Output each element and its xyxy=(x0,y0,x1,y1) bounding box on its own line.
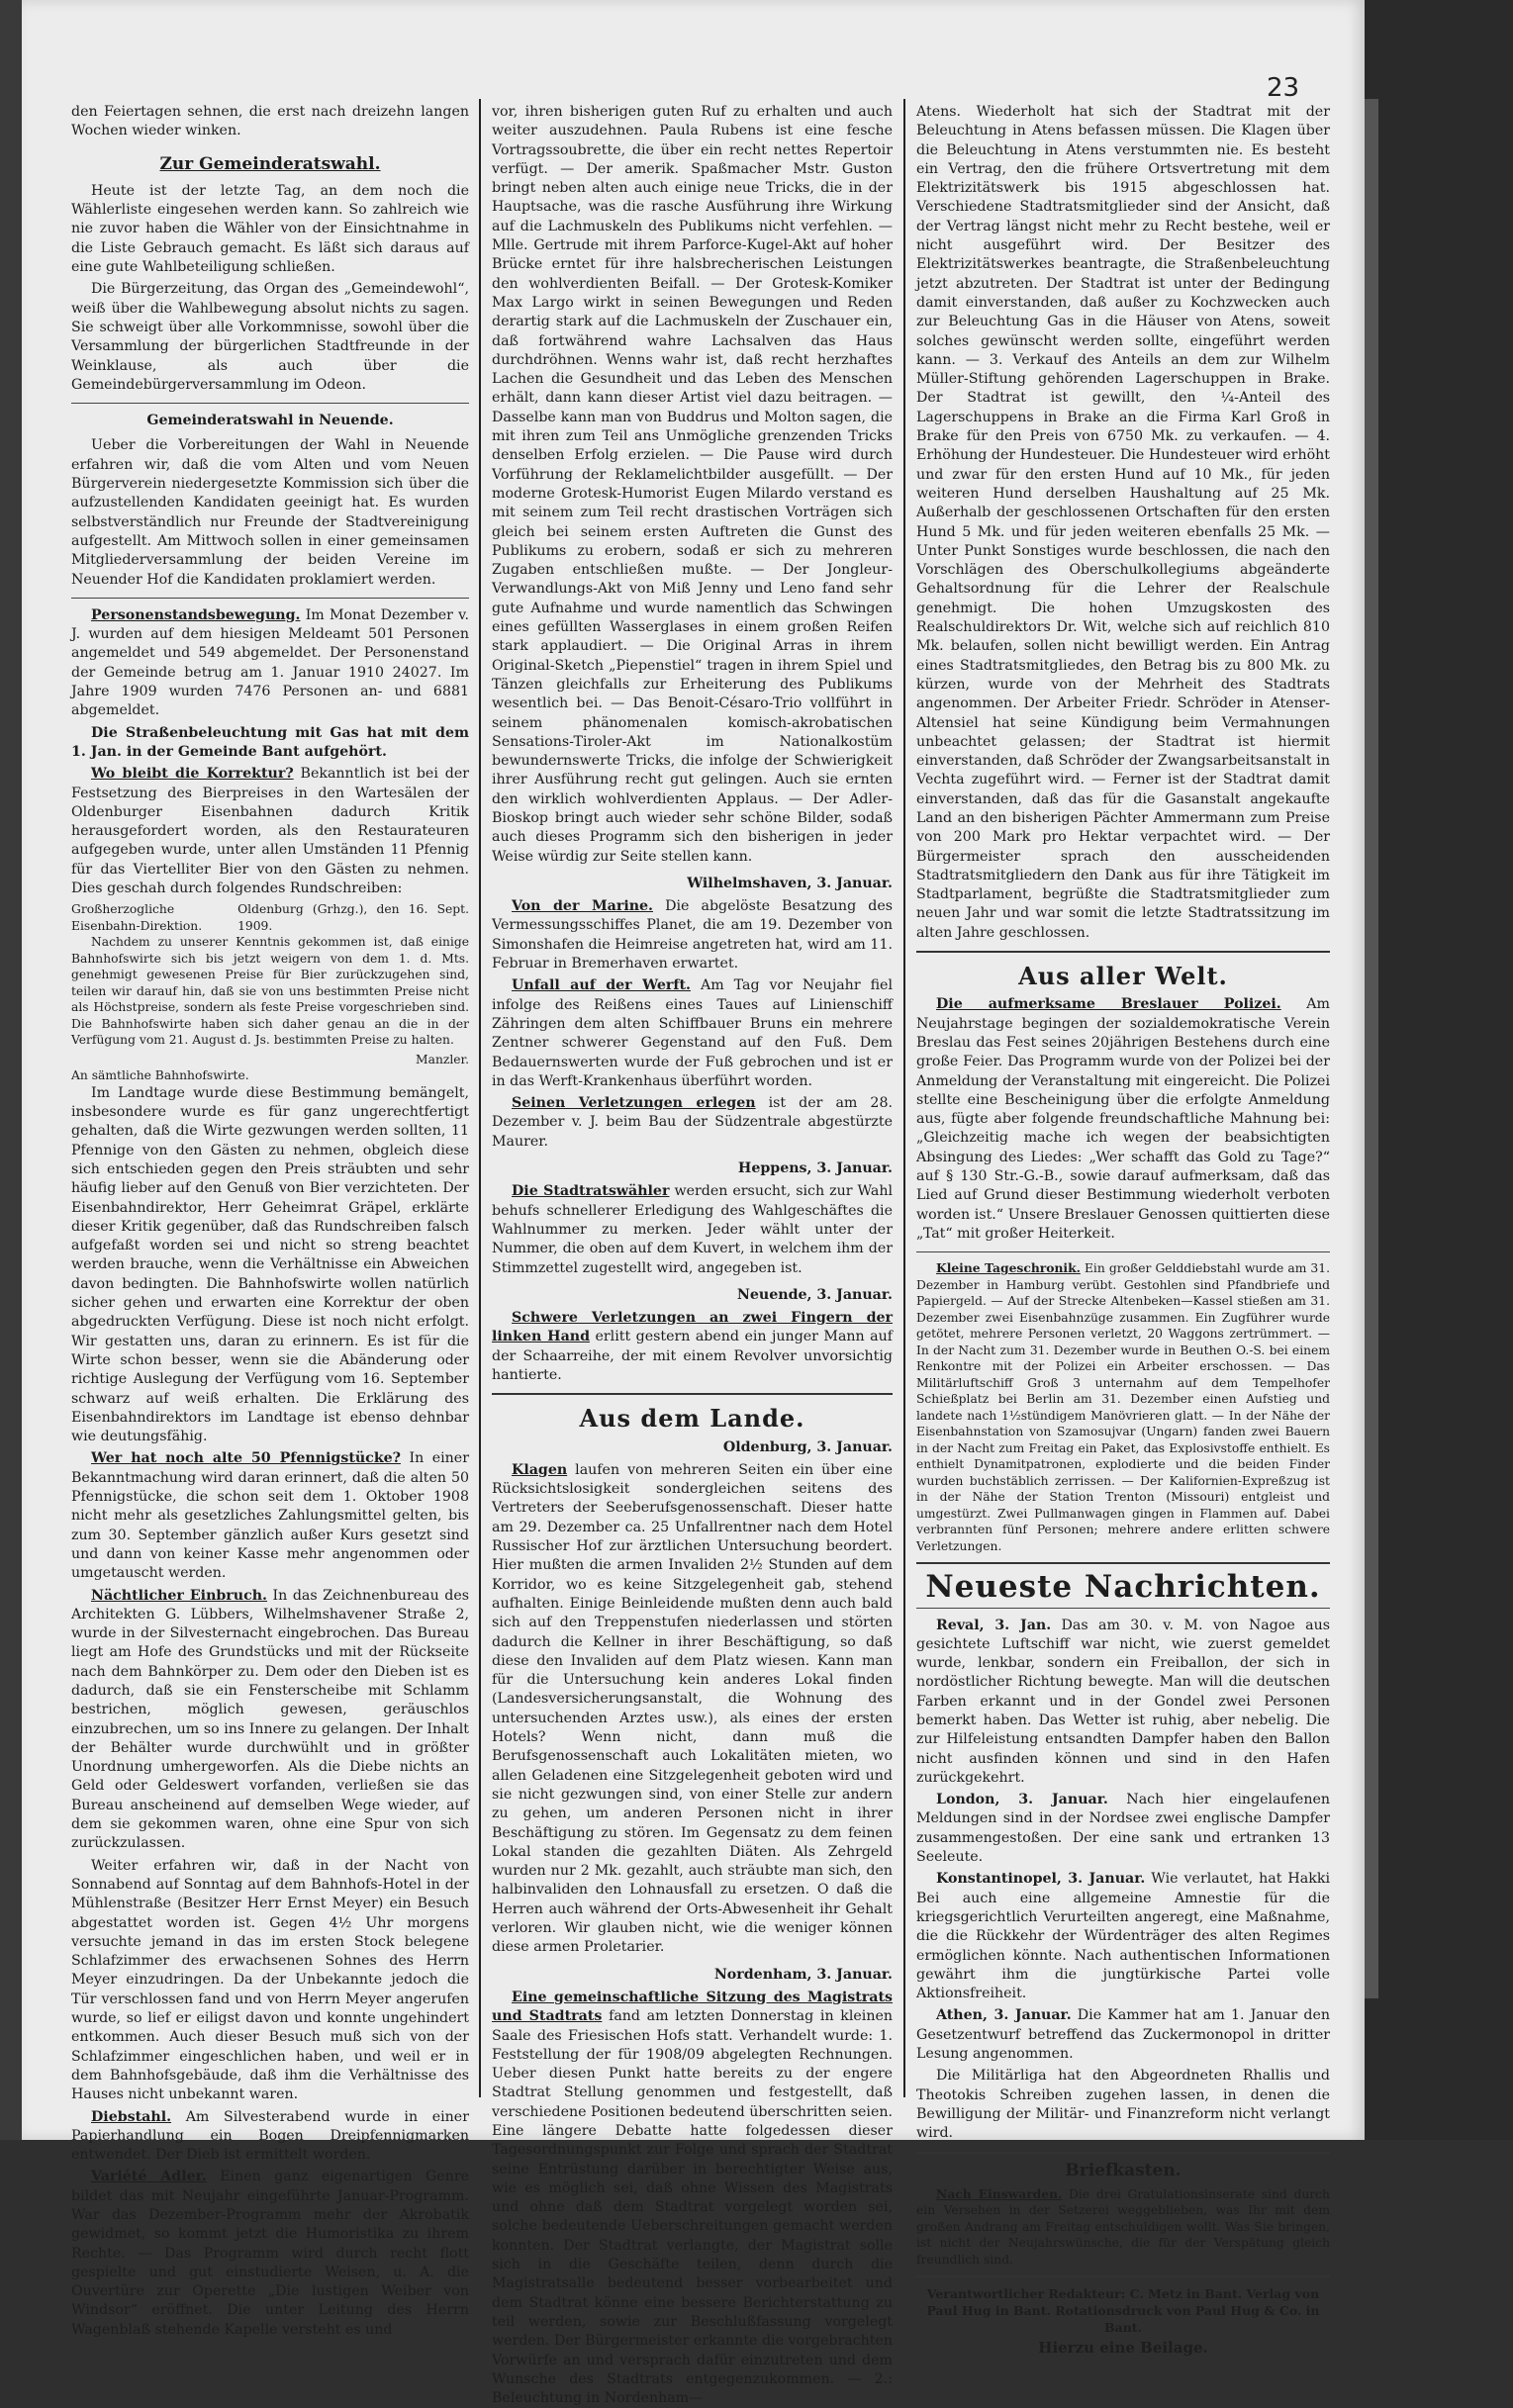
letter-block xyxy=(71,901,469,1084)
section-divider xyxy=(916,1562,1330,1564)
column-rule-2 xyxy=(903,99,905,2097)
dateline-neuende: Neuende, 3. Januar. xyxy=(736,1286,893,1303)
heading-sitzung: Eine gemeinschaftliche Sitzung des Magistrats und Stadtrats xyxy=(492,1989,893,2025)
scan-left-edge xyxy=(0,0,22,2140)
heading-korrektur: Wo bleibt die Korrektur? xyxy=(91,766,294,783)
divider xyxy=(71,403,469,404)
gemeinderatswahl-paragraph-1: Heute ist der letzte Tag, an dem noch die Wählerliste eingesehen werden kann. So zahlreich wie nie zuvor haben die Wähler von der Einsichtnahme in die Liste Gebrauch gemacht. Es läßt sich daraus auf eine gute Wahlbeteiligung schließen. xyxy=(71,182,469,276)
scan-binding-strip xyxy=(1365,99,1378,1998)
divider xyxy=(71,598,469,599)
sitzung-text: fand am letzten Donnerstag in kleinen Saale des Friesischen Hofs statt. Verhandelt wurde: 1. Feststellung der für 1908/09 abgelegten Rechnungen. Ueber diesen Punkt hatte bereits zu der engere Stadtrat Stellung genommen und festgestellt, daß verschiedene Positionen bedeutend überschritten seien. Eine längere Debatte hatte folgedessen dieser Tagesordnungspunkt zur Folge und sprach der Stadtrat seine Entrüstung darüber in berechtigter Weise aus, wie es möglich sei, daß ohne Wissen des Magistrats und ohne daß dem Stadtrat vorgelegt worden sei, solche bedeutende Ueberschreitungen gemacht werden konnten. Der Stadtrat verlangte, der Magistrat solle sich in die Geschäfte teilen, denn durch die Magistratsalle bedeutend besser vorbearbeitet und dem Stadtrat könne eine bessere Berichterstattung zu teil werden, sowie zur Beschlußfassung vorgelegt werden. Der Bürgermeister erkannte die vorgebrachten Vorwürfe an und versprach dafür einzutreten und dem Wunsche des Stadtrats entgegenzukommen. — 2.: Beleuchtung in Nordenham— xyxy=(492,2008,894,2407)
column-1 xyxy=(71,103,470,2338)
heading-diebstahl: Diebstahl. xyxy=(91,2108,172,2125)
dateline-nordenham: Nordenham, 3. Januar. xyxy=(713,1966,893,1983)
dateline-oldenburg: Oldenburg, 3. Januar. xyxy=(722,1438,893,1455)
kleine-tageschronik-text: Ein großer Gelddiebstahl wurde am 31. Dezember in Hamburg verübt. Gestohlen sind Pfandbriefe und Papiergeld. — Auf der Strecke Altenbeken—Kassel stießen am 31. Dezember zwei Eisenbahnzüge zusammen. Ein Zugführer wurde getötet, mehrere Personen verletzt, 20 Waggons zertrümmert. — In der Nacht zum 31. Dezember wurde in Beuthen O.-S. bei einem Renkontre mit der Polizei ein Arbeiter erschossen. — Das Militärluftschiff Groß 3 unternahm auf dem Tempelhofer Schießplatz bei Berlin am 31. Dezember einen Aufstieg und landete nach 1½stündigem Manövrieren glatt. — In der Nähe der Eisenbahnstation von Szamosujvar (Ungarn) fanden zwei Bauern in der Nacht zum Freitag ein Paket, das Explosivstoffe enthielt. Es enthielt Dynamitpatronen, explodierte und die beiden Finder wurden buchstäblich zerrissen. — Der Kalifornien-Expreßzug ist in der Nähe der Station Trenton (Missouri) entgleist und umgestürzt. Zwei Pullmanwagen gingen in Flammen auf. Dabei verbrannten fünf Personen; mehrere andere erlitten schwere Verletzungen. xyxy=(916,1261,1330,1553)
heading-breslauer-polizei: Die aufmerksame Breslauer Polizei. xyxy=(936,996,1281,1013)
newspaper-page xyxy=(22,0,1365,2407)
column-rule-1 xyxy=(479,99,481,2097)
korrektur-text: Bekanntlich ist bei der Festsetzung des Bierpreises in den Wartesälen der Oldenburger Eisenbahnen dadurch Kritik herausgefordert worden, als den Restaurateuren aufgegeben wurde, unter allen Umständen 11 Pfennig für das Viertelliter Bier von den Gästen zu nehmen. Dies geschah durch folgendes Rundschreiben: xyxy=(71,766,469,896)
werft-text: Am Tag vor Neujahr fiel infolge des Reißens eines Taues auf Linienschiff Zähringen dem alten Schiffbauer Bruns ein mehrere Zentner schwerer Gegenstand auf den Fuß. Dem Bedauernswerten wurde der Fuß gebrochen und ist er in das Werft-Krankenhaus überführt worden. xyxy=(492,977,893,1089)
athen-text-2: Die Militärliga hat den Abgeordneten Rhallis und Theotokis Schreiben zugehen lassen, in denen die Bewilligung der Militär- und Finanzreform nicht verlangt wird. xyxy=(916,2068,1330,2142)
heading-verletzungen: Seinen Verletzungen erlegen xyxy=(512,1095,756,1112)
briefkasten-text: Die drei Gratulationsinserate sind durch ein Versehen in der Setzerei weggeblieben, was Ihr mit dem großen Andrang am Freitag entschuldigen wollt. Was Sie bringen, ist nicht der Neujahrswünsche, die für der Verspätung gleich freundlich sind. xyxy=(916,2186,1330,2267)
diebstahl-text: Am Silvesterabend wurde in einer Papierhandlung ein Bogen Dreipfennigmarken entwendet. Der Dieb ist ermittelt worden. xyxy=(71,2108,469,2164)
letter-date: Oldenburg (Grhzg.), den 16. Sept. 1909. xyxy=(237,902,469,933)
heading-50-pfennig: Wer hat noch alte 50 Pfennigstücke? xyxy=(91,1450,401,1467)
einbruch-text: In das Zeichnenbureau des Architekten G. Lübbers, Wilhelmshavener Straße 2, wurde in der Silvesternacht eingebrochen. Das Bureau liegt am Hofe des Grundstücks und mit der Rückseite nach dem Bahnkörper zu. Dem oder den Dieben ist es dadurch, daß sie ein Fensterscheibe mit Schlamm bestrichen, möglich gewesen, geräuschlos einzubrechen, um so ins Innere zu gelangen. Der Inhalt der Behälter wurde durchwühlt und in größter Unordnung umhergeworfen. Als die Diebe nichts an Geld oder Geldeswert vorfanden, verließen sie das Bureau anscheinend auf demselben Wege wieder, auf dem sie gekommen waren, ohne eine Spur von sich zurückzulassen. xyxy=(71,1587,470,1852)
dateline-konstantinopel: Konstantinopel, 3. Januar. xyxy=(936,1871,1146,1888)
page-number: 23 xyxy=(1267,73,1300,103)
variete-text: Einen ganz eigenartigen Genre bildet das mit Neujahr eingeführte Januar-Programm. War das Dezember-Programm mehr der Akrobatik gewidmet, so kommt jetzt die Humoristika zu ihrem Rechte. — Das Programm wird durch recht flott gespielte und gut einstudierte Weisen, u. A. die Ouvertüre zur Operette „Die lustigen Weiber von Windsor“ eröffnet. Die unter Leitung des Herrn Wagenblaß stehende Kapelle versteht es und xyxy=(71,2169,469,2338)
section-divider xyxy=(492,1393,893,1395)
dateline-heppens: Heppens, 3. Januar. xyxy=(737,1160,893,1177)
variete-continued: vor, ihren bisherigen guten Ruf zu erhalten und auch weiter auszudehnen. Paula Rubens ist eine fesche Vortragssoubrette, die über ein recht nettes Repertoir verfügt. — Der amerik. Spaßmacher Mstr. Guston bringt neben alten auch einige neue Tricks, die in der Hauptsache, was die rasche Ausführung ihre Wirkung auf die Lachmuskeln des Publikums nicht verfehlen. — Mlle. Gertrude mit ihrem Parforce-Kugel-Akt auf hoher Brücke erntet für ihre halsbrecherischen Leistungen den wohlverdienten Beifall. — Der Grotesk-Komiker Max Largo wirkt in seinen Bewegungen und Reden derartig stark auf die Lachmuskeln der Zuschauer ein, daß fortwährend wahre Lachsalven das Haus durchdröhnen. Wenns wahr ist, daß recht herzhaftes Lachen die Gesundheit und das Leben des Menschen erhält, dann kann dieser Artist viel dazu beitragen. — Dasselbe kann man von Buddrus und Molton sagen, die mit ihren zum Teil ans Unmögliche grenzenden Tricks denselben Erfolg erzielen. — Die Pause wird durch Vorführung der Reklamelichtbilder ausgefüllt. — Der moderne Grotesk-Humorist Eugen Milardo verstand es mit seinem zum Teil recht drastischen Vorträgen sich gleich bei seinem ersten Auftreten die Gunst des Publikums zu erobern, sodaß er sich zu mehreren Zugaben entschließen mußte. — Der Jongleur-Verwandlungs-Akt von Miß Jenny und Leno fand sehr gute Aufnahme und wurde namentlich das Schwingen eines gefüllten Wasserglases in einem großen Reifen stark applaudiert. — Die Original Arras in ihrem Original-Sketch „Piepenstiel“ tragen in ihrem Spiel und Tänzen gleichfalls zur Erheiterung des Publikums wesentlich bei. — Das Benoit-Césaro-Trio vollführt in seinem phänomenalen komisch-akrobatischen Sensations-Tiroler-Akt im Nationalkostüm bewundernswerte Tricks, die infolge der Schwierigkeit ihrer Ausführung recht gut gelingen. Auch sie ernten den wirklich wohlverdienten Applaus. — Der Adler-Bioskop bringt auch wieder sehr schöne Bilder, sodaß auch dieses Programm sich den bisherigen in jeder Weise würdig zur Seite stellen kann. xyxy=(492,104,893,865)
stadtratswaehler-text: werden ersucht, sich zur Wahl behufs schnellerer Erledigung des Wahlgeschäftes die Wahlnummer zu merken. Jeder wählt unter der Nummer, die oben auf dem Kuvert, in welchem ihm der Stimmzettel zugestellt wird, angegeben ist. xyxy=(492,1183,893,1276)
reval-text: Das am 30. v. M. von Nagoe aus gesichtete Luftschiff war nicht, wie zuerst gemeldet wurde, lenkbar, sondern ein Freiballon, der sich in nordöstlicher Richtung bewegte. Man will die deutschen Farben erkannt und in der Gondel zwei Personen bemerkt haben. Das Wetter ist ruhig, aber nebelig. Die zur Hilfeleistung entsandten Dampfer haben den Ballon nicht ausfinden können und sind in den Hafen zurückgekehrt. xyxy=(916,1617,1331,1786)
marine-text: Die abgelöste Besatzung des Vermessungsschiffes Planet, die am 19. Dezember von Simonshafen die Heimreise angetreten hat, wird am 11. Februar in Bremerhaven erwartet. xyxy=(492,898,894,972)
dateline-wilhelmshaven: Wilhelmshaven, 3. Januar. xyxy=(687,875,893,891)
heading-kleine-tageschronik: Kleine Tageschronik. xyxy=(936,1260,1081,1276)
heading-briefkasten: Briefkasten. xyxy=(1065,2160,1182,2180)
athen-text: Die Kammer hat am 1. Januar den Gesetzentwurf betreffend das Zuckermonopol in dritter Lesung angenommen. xyxy=(916,2007,1331,2063)
verletzungen-text: ist der am 28. Dezember v. J. beim Bau der Südzentrale abgestürzte Maurer. xyxy=(492,1095,893,1150)
imprint: Verantwortlicher Redakteur: C. Metz in Bant. Verlag von Paul Hug in Bant. Rotationsdruck von Paul Hug & Co. in Bant. xyxy=(926,2286,1320,2336)
dateline-london: London, 3. Januar. xyxy=(936,1792,1108,1808)
dateline-athen: Athen, 3. Januar. xyxy=(936,2007,1072,2024)
column-3 xyxy=(916,103,1331,2358)
heading-neueste-nachrichten: Neueste Nachrichten. xyxy=(925,1569,1321,1606)
schwere-verletzungen-text: erlitt gestern abend ein junger Mann auf der Schaarreihe, der mit einem Revolver unvorsichtig hantierte. xyxy=(492,1329,893,1383)
50-pfennig-text: In einer Bekanntmachung wird daran erinnert, daß die alten 50 Pfennigstücke, die schon seit dem 1. Oktober 1908 nicht mehr als gesetzliches Zahlungsmittel gelten, bis zum 30. September gänzlich außer Kurs gesetzt sind und dann von keiner Kasse mehr angenommen oder umgetauscht werden. xyxy=(71,1450,469,1582)
heading-stadtratswaehler: Die Stadtratswähler xyxy=(512,1183,670,1200)
letter-address: Großherzogliche Eisenbahn-Direktion. xyxy=(71,902,203,933)
sitzung-continued: Atens. Wiederholt hat sich der Stadtrat mit der Beleuchtung in Atens befassen müssen. Die Klagen über die Beleuchtung in Atens verstummten nie. Es besteht ein Vertrag, den die frühere Ortsvertretung mit dem Elektrizitätswerk bis 1915 abgeschlossen hat. Verschiedene Stadtratsmitglieder sind der Ansicht, daß der Vertrag längst nicht mehr zu Recht bestehe, weil er nicht ausgeführt wird. Der Besitzer des Elektrizitätswerkes beantragte, die Straßenbeleuchtung jetzt abzutreten. Der Stadtrat ist unter der Bedingung damit einverstanden, daß außer zu Kochzwecken auch zur Beleuchtung Gas in die Häuser von Atens, soweit solches gewünscht werden sollte, eingeführt werden kann. — 3. Verkauf des Anteils an dem zur Wilhelm Müller-Stiftung gehörenden Lagerschuppen in Brake. Der Stadtrat ist gewillt, den ¼-Anteil des Lagerschuppens in Brake an die Firma Karl Groß in Brake für den Preis von 6750 Mk. zu verkaufen. — 4. Erhöhung der Hundesteuer. Die Hundesteuer wird erhöht und zwar für den ersten Hund auf 10 Mk., für jeden weiteren Hund derselben Haushaltung auf 25 Mk. Außerhalb der geschlossenen Ortschaften für den ersten Hund 5 Mk. und für jeden weiteren ebenfalls 25 Mk. — Unter Punkt Sonstiges wurde beschlossen, die nach den Vorschlägen des Oberschulkollegiums abgeänderte Gehaltsordnung für die Lehrer der Realschule genehmigt. Die hohen Umzugskosten des Realschuldirektors Dr. Wit, welche sich auf reichlich 810 Mk. belaufen, sollen nicht bewilligt werden. Ein Antrag eines Stadtratsmitgliedes, den Betrag bis zu 800 Mk. zu kürzen, wurde von der Mehrheit des Stadtrats angenommen. Der Arbeiter Friedr. Schröder in Atenser-Altensiel hat seine Kündigung beim Vermahnungen unbeachtet gelassen; der Stadtrat ist hiermit einverstanden, daß Schröder der Zwangsarbeitsanstalt in Vechta zugeführt wird. — Ferner ist der Stadtrat damit einverstanden, daß das für die Gasanstalt angekaufte Land an den bisherigen Pächter Ammermann zum Preise von 200 Mark pro Hektar verpachtet wird. — Der Bürgermeister sprach den ausscheidenden Stadtratsmitgliedern den Dank aus für ihre Tätigkeit im Stadtparlament, begrüßte die Stadtratsmitglieder zum neuen Jahr und war somit die letzte Stadtratssitzung im alten Jahre geschlossen. xyxy=(916,104,1330,941)
supplement-note: Hierzu eine Beilage. xyxy=(1038,2339,1208,2358)
breslauer-polizei-text: Am Neujahrstage begingen der sozialdemokratische Verein Breslau das Fest seines 20jährigen Bestehens durch eine große Feier. Das Programm wurde von der Polizei bei der Anmeldung der Veranstaltung mit eingereicht. Die Polizei stellte eine Bescheinigung über die erfolgte Anmeldung aus, fügte aber folgende freundschaftliche Mahnung bei: „Gleichzeitig mache ich wegen der beabsichtigten Absingung des Liedes: „Wer schafft das Gold zu Tage?“ auf § 130 Str.-G.-B., sowie darauf aufmerksam, daß das Lied auf Grund dieser Bestimmung wiederholt verboten worden ist.“ Unsere Breslauer Genossen quittierten diese „Tat“ mit großer Heiterkeit. xyxy=(916,996,1330,1242)
heading-variete-adler: Variété Adler. xyxy=(91,2169,207,2185)
letter-body: Nachdem zu unserer Kenntnis gekommen ist, daß einige Bahnhofswirte sich bis jetzt weigern von dem 1. d. Mts. genehmigt gewesenen Preise für Bier zurückzugehen sind, teilen wir darauf hin, daß sie von uns bestimmten Preise nicht als Höchstpreise, sondern als feste Preise vorgeschrieben sind. Die Bahnhofswirte haben sich daher genau an die in der Verfügung vom 21. August d. Js. bestimmten Preise zu halten. xyxy=(71,935,469,1048)
divider xyxy=(916,1251,1330,1252)
briefkasten-label: Nach Einswarden. xyxy=(936,2185,1063,2201)
heading-werft: Unfall auf der Werft. xyxy=(512,977,691,994)
einbruch-text-2: Weiter erfahren wir, daß in der Nacht von Sonnabend auf Sonntag auf dem Bahnhofs-Hotel in der Mühlenstraße (Besitzer Herr Ernst Meyer) ein Besuch abgestattet worden ist. Gegen 4½ Uhr morgens versuchte jemand in das im ersten Stock belegene Schlafzimmer des erwachsenen Sohnes des Herrn Meyer einzudringen. Da der Unbekannte jedoch die Tür verschlossen fand und von Herrn Meyer angerufen wurde, so lief er eiligst davon und konnte ungehindert entkommen. Auch dieser Besuch muß sich von der Schlafzimmer eingeschlichen haben, und weil er in dem Bahnhofsgebäude, daß ihm die Verhältnisse des Hauses nicht unbekannt waren. xyxy=(71,1857,469,2103)
landtag-paragraph: Im Landtage wurde diese Bestimmung bemängelt, insbesondere wurde es für ganz ungerechtfertigt gehalten, daß die Wirte gezwungen werden sollten, 11 Pfennige von den Gästen zu nehmen, obgleich diese sich entschieden gegen den Preis sträubten und sehr häufig lieber auf den Genuß von Bier verzichteten. Der Eisenbahndirektor, Herr Geheimrat Gräpel, erklärte dieser Kritik gegenüber, daß das Rundschreiben falsch aufgefaßt worden sei und nicht so streng beachtet werden brauche, wenn die Verhältnisse ein Abweichen davon bedingten. Die Bahnhofswirte wollen natürlich sicher gehen und erwarten eine Korrektur der oben abgedruckten Verfügung. Diese ist noch nicht erfolgt. Wir gestatten uns, daran zu erinnern. Es ist für die Wirte schon besser, wenn sie die Abänderung oder richtige Auslegung der Verfügung vom 16. September schwarz auf weiß erhalten. Die Erklärung des Eisenbahndirektors im Landtage ist ebenso dehnbar wie deutungsfähig. xyxy=(71,1084,469,1445)
heading-personenstand: Personenstandsbewegung. xyxy=(91,606,301,623)
letter-signature: Manzler. xyxy=(416,1052,469,1066)
heading-aus-aller-welt: Aus aller Welt. xyxy=(1018,962,1228,991)
klagen-text: laufen von mehreren Seiten ein über eine Rücksichtslosigkeit sondergleichen seitens des Vertreters der Seeberufsgenossenschaft. Dieser hatte am 29. Dezember ca. 25 Unfallrentner nach dem Hotel Russischer Hof zur ärztlichen Untersuchung beordert. Hier mußten die armen Invaliden 2½ Stunden auf dem Korridor, wo es keine Sitzgelegenheit gab, stehend aufhalten. Einige Beinleidende mußten denn auch bald sich auf den Treppenstufen niederlassen und störten dadurch die Kellner in ihrer Beschäftigung, so daß diese den Invaliden auf dem Platz wiesen. Kann man für die Untersuchung kein anderes Lokal finden (Landesversicherungsanstalt, die Wohnung des untersuchenden Arztes usw.), als eines der ersten Hotels? Wenn nicht, dann muß die Berufsgenossenschaft auch Lokalitäten mieten, wo allen Geladenen eine Sitzgelegenheit geboten wird und sie nicht gezwungen sind, von einer Stelle zur andern zu gehen, um anderen Personen nicht in ihrer Beschäftigung zu stören. Im Gegensatz zu dem feinen Lokal standen die gezahlten Diäten. Als Zehrgeld wurden nur 2 Mk. gezahlt, auch sträubte man sich, den halbinvaliden den Lohnausfall zu ersetzen. O daß die Herren auch während der Orts-Abwesenheit ihr Gehalt verloren. Wir glauben nicht, wie die weniger können diese armen Proletarier. xyxy=(492,1461,893,1956)
personenstand-text: Im Monat Dezember v. J. wurden auf dem hiesigen Meldeamt 501 Personen angemeldet und 549 abgemeldet. Der Personenstand der Gemeinde betrug am 1. Januar 1910 24027. Im Jahre 1909 wurden 7476 Personen an- und 6881 abgemeldet. xyxy=(71,606,469,719)
section-divider xyxy=(916,951,1330,953)
letter-recipient: An sämtliche Bahnhofswirte. xyxy=(71,1068,249,1083)
column-2 xyxy=(492,103,894,2407)
section-divider xyxy=(916,2275,1330,2277)
scan-right-edge xyxy=(1365,0,1513,2140)
heading-einbruch: Nächtlicher Einbruch. xyxy=(91,1587,267,1604)
dateline-reval: Reval, 3. Jan. xyxy=(936,1617,1052,1633)
section-divider xyxy=(916,2152,1330,2154)
heading-schwere-verletzungen: Schwere Verletzungen an zwei Fingern der linken Hand xyxy=(492,1310,893,1345)
heading-aus-dem-lande: Aus dem Lande. xyxy=(579,1404,805,1434)
gemeinderatswahl-paragraph-2: Die Bürgerzeitung, das Organ des „Gemeindewohl“, weiß über die Wahlbewegung absolut nichts zu sagen. Sie schweigt über alle Vorkommnisse, sowohl über die Versammlung der bürgerlichen Stadtfreunde in der Weinklause, als auch über die Gemeindebürgerversammlung im Odeon. xyxy=(71,281,469,393)
heading-klagen: Klagen xyxy=(512,1461,568,1478)
divider xyxy=(916,1608,1330,1609)
neuende-paragraph: Ueber die Vorbereitungen der Wahl in Neuende erfahren wir, daß die vom Alten und vom Neuen Bürgerverein niedergesetzte Kommission sich über die aufzustellenden Kandidaten geeinigt hat. Es wurden selbstverständlich nur Freunde der Stadtvereinigung aufgestellt. Am Mittwoch sollen in einer gemeinsamen Mitgliederversammlung der beiden Vereine im Neuender Hof die Kandidaten proklamiert werden. xyxy=(71,437,469,588)
heading-gemeinderatswahl: Zur Gemeinderatswahl. xyxy=(159,153,381,174)
intro-text: den Feiertagen sehnen, die erst nach dreizehn langen Wochen wieder winken. xyxy=(71,104,469,139)
heading-neuende: Gemeinderatswahl in Neuende. xyxy=(146,413,394,429)
konstantinopel-text: Wie verlautet, hat Hakki Bei auch eine allgemeine Amnestie für die kriegsgerichtlich Verurteilten angeregt, eine Maßnahme, die die Rückkehr der Würdenträger des alten Regimes ermöglichen könnte. Nach authentischen Informationen gewährt ihm die jungtürkische Partei volle Aktionsfreiheit. xyxy=(916,1871,1330,2002)
strassenbeleuchtung-text: Die Straßenbeleuchtung mit Gas hat mit dem 1. Jan. in der Gemeinde Bant aufgehört. xyxy=(71,724,469,760)
heading-marine: Von der Marine. xyxy=(512,898,653,915)
london-text: Nach hier eingelaufenen Meldungen sind in der Nordsee zwei englische Dampfer zusammengestoßen. Der eine sank und ertranken 13 Seeleute. xyxy=(916,1792,1330,1866)
